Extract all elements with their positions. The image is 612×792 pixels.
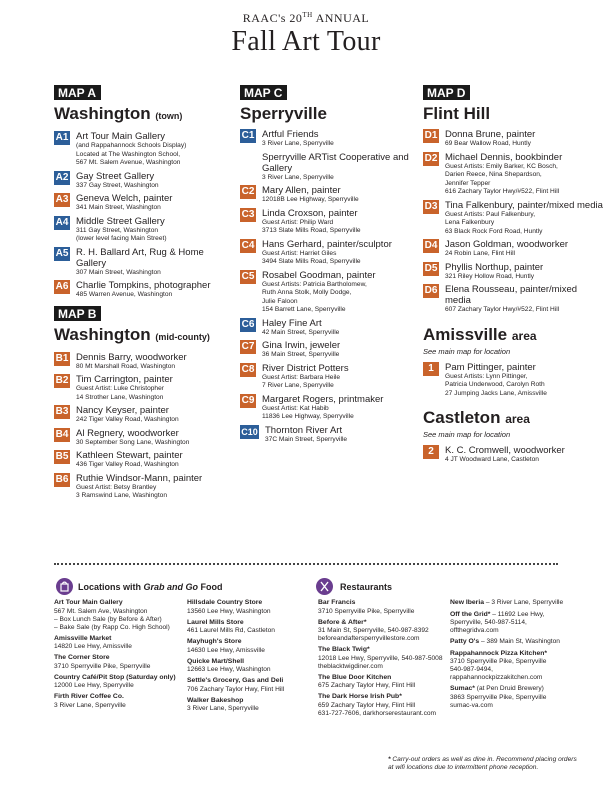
location-item xyxy=(318,646,448,671)
map-c-tag: MAP C xyxy=(240,85,287,100)
location-name: Art Tour Main Gallery xyxy=(54,599,123,606)
location-line xyxy=(450,638,580,647)
listing-details: Guest Artist: Luke Christopher 14 Strother Lane, Washington xyxy=(76,385,164,401)
listing-entry xyxy=(240,318,410,338)
listing-text xyxy=(445,129,603,149)
location-details: 567 Mt. Salem Ave, Washington – Box Lunch Sale (by Before & After) – Bake Sale (by Rapp Co. High School) xyxy=(54,607,170,631)
amissville-entries xyxy=(423,362,603,399)
section-divider xyxy=(54,563,558,565)
restaurants-heading: Restaurants xyxy=(340,582,393,592)
listing-name: Al Regnery, woodworker xyxy=(76,427,179,439)
map-number-badge: A1 xyxy=(55,132,69,143)
map-number-badge: D5 xyxy=(424,262,438,274)
location-name: The Dark Horse Irish Pub* xyxy=(318,693,402,700)
map-number-badge: B2 xyxy=(55,375,69,386)
location-details: 31 Main St, Sperryville, 540-987-8392 beforeandaftersperryvillestore.com xyxy=(318,627,429,642)
map-number-badge: A2 xyxy=(55,171,69,183)
listing-text xyxy=(76,280,234,300)
map-number-badge: D1 xyxy=(424,130,438,141)
listing-text xyxy=(445,445,603,465)
listing-text xyxy=(445,152,603,197)
listing-name: River District Potters xyxy=(262,362,349,374)
map-number-badge: C6 xyxy=(241,318,255,330)
listing-entry xyxy=(423,239,603,259)
listing-entry xyxy=(54,216,234,244)
location-name: Bar Francis xyxy=(318,599,356,606)
map-number-badge: C5 xyxy=(241,270,255,282)
listing-entry xyxy=(240,270,410,315)
location-item xyxy=(318,619,448,644)
location-item xyxy=(187,697,312,714)
map-number-badge: C9 xyxy=(241,394,255,406)
listing-details: 242 Tiger Valley Road, Washington xyxy=(76,416,179,423)
castleton-see-map: See main map for location xyxy=(423,430,511,439)
listing-name: Artful Friends xyxy=(262,129,319,140)
listing-entry xyxy=(240,185,410,205)
listing-text xyxy=(76,352,234,372)
listing-text xyxy=(262,340,410,360)
location-details: 3 River Lane, Sperryville xyxy=(54,701,126,709)
map-number-badge: 1 xyxy=(423,362,439,376)
listing-entry xyxy=(423,362,603,399)
location-item xyxy=(318,693,448,718)
location-item xyxy=(187,619,312,636)
listing-text xyxy=(445,362,603,399)
listing-name: Phyllis Northup, painter xyxy=(445,261,544,273)
tour-subtitle: RAAC's 20TH ANNUAL xyxy=(242,11,370,25)
listing-entry xyxy=(54,473,234,501)
listing-details: 4 JT Woodward Lane, Castleton xyxy=(445,456,539,463)
listing-details: 337 Gay Street, Washington xyxy=(76,181,159,189)
map-number-badge: D3 xyxy=(424,200,438,212)
location-details: 3710 Sperryville Pike, Sperryville xyxy=(318,607,415,615)
location-details: 675 Zachary Taylor Hwy, Flint Hill xyxy=(318,682,416,689)
map-number-badge: C10 xyxy=(241,426,258,437)
listing-text xyxy=(262,129,410,182)
map-d-entries xyxy=(423,129,603,315)
map-number-badge: C7 xyxy=(241,341,255,352)
location-name: The Black Twig* xyxy=(318,646,370,653)
listing-entry xyxy=(240,363,410,391)
location-item xyxy=(54,599,179,632)
listing-details: Guest Artists: Patricia Bartholomew, Ruth Anna Stolk, Molly Dodge, Julie Faloon 154 Barrett Lane, Sperryville xyxy=(262,280,367,313)
location-details: 659 Zachary Taylor Hwy, Flint Hill 631-727-7606, darkhorserestaurant.com xyxy=(318,701,437,717)
listing-text xyxy=(262,270,410,315)
fork-knife-icon xyxy=(316,578,333,595)
listing-entry xyxy=(423,200,603,237)
location-line xyxy=(450,611,580,636)
listing-details: (and Rappahannock Schools Display) Located at The Washington School, 567 Mt. Salem Avenue, Washington xyxy=(76,142,187,166)
map-c-entries xyxy=(240,129,410,444)
location-details: – 389 Main St, Washington xyxy=(481,638,560,645)
location-item xyxy=(318,674,448,691)
column-sperryville xyxy=(240,84,410,447)
footnote: * Carry-out orders as well as dine in. Recommend placing orders at wifi locations due to intermittent phone reception. xyxy=(388,756,577,771)
map-number-badge: C4 xyxy=(241,239,255,251)
food-bag-icon xyxy=(56,578,73,595)
listing-text xyxy=(76,247,234,278)
listing-entry xyxy=(423,129,603,149)
listing-name: K. C. Cromwell, woodworker xyxy=(445,445,565,456)
listing-details: 37C Main Street, Sperryville xyxy=(265,435,348,443)
location-name: Sumac* xyxy=(450,685,475,692)
listing-name: Pam Pittinger, painter xyxy=(445,361,536,373)
listing-name: Elena Rousseau, painter/mixed media xyxy=(445,284,578,306)
listing-entry xyxy=(423,284,603,315)
listing-details: 307 Main Street, Washington xyxy=(76,268,161,276)
map-number-badge: C3 xyxy=(241,208,255,220)
location-name: Hillsdale Country Store xyxy=(187,599,263,606)
listing-name: Hans Gerhard, painter/sculptor xyxy=(262,238,392,250)
listing-text xyxy=(76,216,234,244)
listing-entry xyxy=(54,131,234,168)
region-heading-washington-town: Washington (town) xyxy=(54,104,183,123)
listing-entry xyxy=(54,428,234,448)
location-details: 3 River Lane, Sperryville xyxy=(187,705,259,712)
location-line xyxy=(450,599,580,608)
region-heading-washington-county: Washington (mid-county) xyxy=(54,324,210,344)
food-column-1 xyxy=(54,599,179,713)
location-details: 12000 Lee Hwy, Sperryville xyxy=(54,682,134,689)
location-item xyxy=(187,599,312,616)
location-details: 3710 Sperryville Pike, Sperryville 540-987-9494, rappahannockpizzakitchen.com xyxy=(450,658,547,681)
location-name: New Iberia xyxy=(450,599,484,606)
listing-text xyxy=(76,131,234,168)
listing-details: Guest Artist: Betsy Brantley 3 Ramswind Lane, Washington xyxy=(76,483,168,499)
map-number-badge: B5 xyxy=(55,451,69,462)
map-number-badge: A3 xyxy=(55,194,69,205)
listing-entry xyxy=(240,425,410,445)
location-item xyxy=(187,638,312,655)
listing-name: Gina Irwin, jeweler xyxy=(262,340,341,351)
listing-text xyxy=(262,394,410,422)
listing-name: Margaret Rogers, printmaker xyxy=(262,393,384,405)
location-details: 14630 Lee Hwy, Amissville xyxy=(187,646,265,654)
listing-details: 12018B Lee Highway, Sperryville xyxy=(262,196,359,203)
location-item xyxy=(450,650,580,683)
listing-name: Linda Croxson, painter xyxy=(262,207,358,219)
listing-name: Jason Goldman, woodworker xyxy=(445,239,569,250)
listing-details: 436 Tiger Valley Road, Washington xyxy=(76,461,179,468)
listing-name: Rosabel Goodman, painter xyxy=(262,269,376,281)
column-flint-hill xyxy=(423,84,603,468)
listing-details: 30 September Song Lane, Washington xyxy=(76,438,190,446)
listing-name: Tina Falkenbury, painter/mixed media xyxy=(445,199,603,211)
location-item xyxy=(54,654,179,671)
location-details: 14820 Lee Hwy, Amissville xyxy=(54,643,132,650)
listing-name: Middle Street Gallery xyxy=(76,215,165,227)
location-item xyxy=(450,599,580,608)
listing-name: Donna Brune, painter xyxy=(445,129,536,140)
location-name: Country Café/Pit Stop (Saturday only) xyxy=(54,673,176,681)
location-details: 13560 Lee Hwy, Washington xyxy=(187,607,271,615)
location-item xyxy=(54,635,179,652)
location-name: Before & After* xyxy=(318,618,367,626)
location-name: The Corner Store xyxy=(54,654,110,661)
map-number-badge: B4 xyxy=(55,428,69,440)
listing-text xyxy=(445,200,603,237)
location-item xyxy=(187,658,312,675)
listing-text xyxy=(76,193,234,213)
region-heading-sperryville: Sperryville xyxy=(240,104,327,123)
listing-name: Mary Allen, painter xyxy=(262,185,341,196)
location-item xyxy=(450,685,580,710)
listing-text xyxy=(76,171,234,191)
listing-details: 341 Main Street, Washington xyxy=(76,204,161,211)
location-details: 12663 Lee Hwy, Washington xyxy=(187,666,271,673)
listing-details: 24 Robin Lane, Flint Hill xyxy=(445,250,516,257)
listing-entry xyxy=(54,352,234,372)
listing-entry xyxy=(240,129,410,182)
listing-details: 3 River Lane, Sperryville xyxy=(262,140,334,147)
listing-name: Haley Fine Art xyxy=(262,317,322,329)
listing-details: 80 Mt Marshall Road, Washington xyxy=(76,362,176,370)
listing-details: 607 Zachary Taylor Hwy/#522, Flint Hill xyxy=(445,306,560,313)
location-item xyxy=(450,638,580,647)
listing-details: 311 Gay Street, Washington (lower level facing Main Street) xyxy=(76,226,167,242)
listing-name: Ruthie Windsor-Mann, painter xyxy=(76,472,203,484)
food-column-2 xyxy=(187,599,312,716)
region-heading-amissville: Amissville area xyxy=(423,324,537,344)
listing-entry xyxy=(240,208,410,236)
listing-sub-name: Sperryville ARTist Cooperative and Gallery xyxy=(262,151,409,174)
region-heading-castleton: Castleton area xyxy=(423,408,530,427)
location-name: Walker Bakeshop xyxy=(187,696,244,704)
map-number-badge: C1 xyxy=(241,130,255,141)
listing-name: Thornton River Art xyxy=(265,424,343,436)
listing-entry xyxy=(423,262,603,282)
listing-details: 36 Main Street, Sperryville xyxy=(262,351,340,358)
listing-entry xyxy=(54,280,234,300)
amissville-see-map: See main map for location xyxy=(423,346,511,356)
listing-entry xyxy=(54,450,234,470)
listing-text xyxy=(262,185,410,205)
listing-entry xyxy=(240,239,410,267)
location-name: Firth River Coffee Co. xyxy=(54,693,124,700)
location-name: Laurel Mills Store xyxy=(187,618,244,626)
restaurants-column-1 xyxy=(318,599,448,721)
column-washington xyxy=(54,84,234,504)
location-details: 12018 Lee Hwy, Sperryville, 540-987-5008 theblacktwigdiner.com xyxy=(318,654,443,670)
location-name: Off the Grid* xyxy=(450,610,491,618)
map-number-badge: B6 xyxy=(55,473,69,485)
castleton-entries xyxy=(423,445,603,465)
listing-entry xyxy=(54,405,234,425)
listing-details: Guest Artist: Barbara Heile 7 River Lane, Sperryville xyxy=(262,373,341,389)
location-details: 706 Zachary Taylor Hwy, Flint Hill xyxy=(187,685,285,693)
location-item xyxy=(318,599,448,616)
location-details: – 11692 Lee Hwy, Sperryville, 540-987-5114, offthegridva.com xyxy=(450,610,545,634)
listing-name: Nancy Keyser, painter xyxy=(76,405,169,416)
listing-name: Dennis Barry, woodworker xyxy=(76,351,187,363)
listing-name: Michael Dennis, bookbinder xyxy=(445,151,563,163)
map-number-badge: B3 xyxy=(55,406,69,417)
listing-text xyxy=(76,450,234,470)
map-b-entries xyxy=(54,352,234,501)
map-a-tag: MAP A xyxy=(54,85,101,100)
location-name: Mayhugh's Store xyxy=(187,638,242,645)
location-item xyxy=(54,693,179,710)
listing-details: Guest Artists: Emily Barker, KC Bosch, Darien Reece, Nina Shepardson, Jennifer Tepper 616 Zachary Taylor Hwy/#522, Flint Hill xyxy=(445,162,560,195)
map-b-tag: MAP B xyxy=(54,306,101,321)
listing-text xyxy=(262,363,410,391)
location-item xyxy=(54,674,179,691)
listing-text xyxy=(262,239,410,267)
listing-details: Guest Artist: Harriet Giles 3494 Slate Mills Road, Sperryville xyxy=(262,249,361,265)
map-number-badge: A4 xyxy=(55,216,69,228)
listing-details: 69 Bear Wallow Road, Huntly xyxy=(445,140,531,147)
food-heading: Locations with Grab and Go Food xyxy=(78,582,223,592)
listing-text xyxy=(265,425,410,445)
map-number-badge: B1 xyxy=(55,352,69,364)
listing-text xyxy=(445,262,603,282)
listing-text xyxy=(262,318,410,338)
listing-name: Art Tour Main Gallery xyxy=(76,131,166,142)
listing-entry xyxy=(423,445,603,465)
listing-name: Gay Street Gallery xyxy=(76,170,155,182)
location-name: Quicke Mart/Shell xyxy=(187,657,245,665)
listing-details: 485 Warren Avenue, Washington xyxy=(76,291,173,298)
listing-name: Kathleen Stewart, painter xyxy=(76,450,183,461)
map-number-badge: D6 xyxy=(424,285,438,296)
location-line xyxy=(450,685,580,710)
location-name: Amissville Market xyxy=(54,634,112,642)
map-number-badge: D2 xyxy=(424,152,438,164)
map-d-tag: MAP D xyxy=(423,85,470,100)
listing-text xyxy=(76,428,234,448)
listing-entry xyxy=(240,394,410,422)
map-number-badge: 2 xyxy=(423,445,439,459)
listing-name: R. H. Ballard Art, Rug & Home Gallery xyxy=(76,246,204,269)
map-number-badge: C2 xyxy=(241,186,255,197)
location-name: Patty O's xyxy=(450,638,480,645)
map-number-badge: A6 xyxy=(55,281,69,292)
listing-details: 42 Main Street, Sperryville xyxy=(262,328,340,336)
listing-name: Geneva Welch, painter xyxy=(76,193,173,204)
location-name: Settle's Grocery, Gas and Deli xyxy=(187,677,284,684)
region-heading-flint-hill: Flint Hill xyxy=(423,104,491,123)
listing-details: Guest Artist: Philip Ward 3713 Slate Mills Road, Sperryville xyxy=(262,218,361,234)
listing-text xyxy=(76,473,234,501)
listing-entry xyxy=(54,247,234,278)
location-details: 3710 Sperryville Pike, Sperryville xyxy=(54,662,151,670)
map-number-badge: D4 xyxy=(424,240,438,251)
listing-entry xyxy=(54,193,234,213)
listing-details: Guest Artists: Paul Falkenbury, Lena Falkenbury 63 Black Rock Ford Road, Huntly xyxy=(445,210,543,235)
map-a-entries xyxy=(54,131,234,300)
location-item xyxy=(450,611,580,636)
listing-entry xyxy=(240,340,410,360)
listing-details: 321 Riley Hollow Road, Huntly xyxy=(445,272,535,280)
listing-name: Tim Carrington, painter xyxy=(76,374,173,385)
listing-text xyxy=(445,239,603,259)
listing-text xyxy=(445,284,603,315)
listing-entry xyxy=(54,171,234,191)
location-name: The Blue Door Kitchen xyxy=(318,673,392,681)
listing-sub-details: 3 River Lane, Sperryville xyxy=(262,173,334,181)
listing-details: Guest Artists: Lynn Pittinger, Patricia Underwood, Carolyn Roth 27 Jumping Jacks Lane, Amissville xyxy=(445,372,547,397)
map-number-badge: C8 xyxy=(241,363,255,375)
location-name: Rappahannock Pizza Kitchen* xyxy=(450,649,548,657)
listing-text xyxy=(262,208,410,236)
location-details: – 3 River Lane, Sperryville xyxy=(485,599,564,606)
location-item xyxy=(187,677,312,694)
listing-entry xyxy=(54,374,234,402)
tour-title: Fall Art Tour xyxy=(231,26,381,57)
listing-entry xyxy=(423,152,603,197)
map-number-badge: A5 xyxy=(55,247,69,259)
listing-text xyxy=(76,374,234,402)
location-details: (at Pen Druid Brewery) 3863 Sperryville Pike, Sperryville sumac-va.com xyxy=(450,685,547,709)
listing-text xyxy=(76,405,234,425)
restaurants-column-2 xyxy=(450,599,580,713)
listing-details: Guest Artist: Kat Habib 11836 Lee Highway, Sperryville xyxy=(262,404,354,420)
location-details: 461 Laurel Mills Rd, Castleton xyxy=(187,627,275,634)
listing-name: Charlie Tompkins, photographer xyxy=(76,280,211,291)
